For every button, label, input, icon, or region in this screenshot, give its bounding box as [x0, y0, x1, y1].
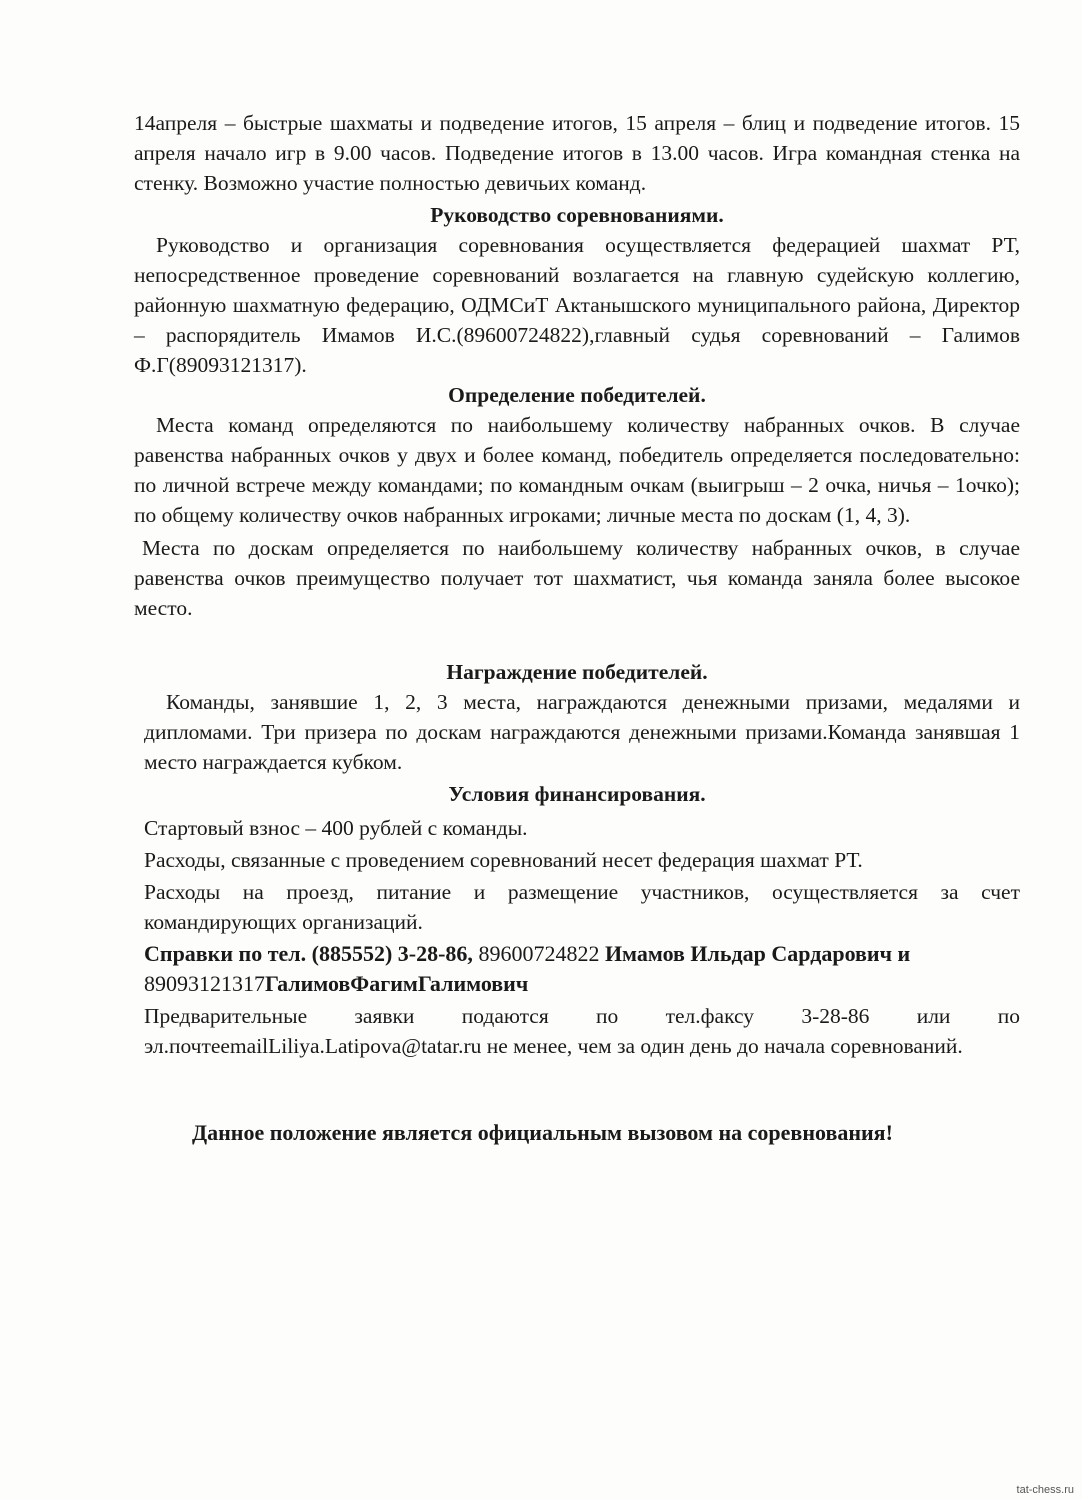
- contacts-name-2: ГалимовФагимГалимович: [265, 971, 529, 996]
- official-call-text: Данное положение является официальным вызовом на соревнования!: [192, 1120, 893, 1145]
- applications-paragraph: Предварительные заявки подаются по тел.факсу 3-28-86 или по эл.почтееmailLiliya.Latipova@tatar.ru не менее, чем за один день до начала соревнований.: [144, 1004, 1020, 1058]
- leadership-paragraph: Руководство и организация соревнования осуществляется федерацией шахмат РТ, непосредственное проведение соревнований возлагается на главную судейскую коллегию, районную шахматную федерацию, ОДМСиТ Актанышского муниципального района, Директор – распорядитель Имамов И.С.(89600724822),главный судья соревнований – Галимов Ф.Г(89093121317).: [134, 233, 1020, 377]
- intro-paragraph: 14апреля – быстрые шахматы и подведение итогов, 15 апреля – блиц и подведение итогов. 15 апреля начало игр в 9.00 часов. Подведение итогов в 13.00 часов. Игра командная стенка на стенку. Возможно участие полностью девичьих команд.: [134, 111, 1020, 195]
- document-body: [134, 108, 1020, 1061]
- contacts-name-1: Имамов Ильдар Сардарович и: [604, 941, 911, 966]
- finance-line-travel: Расходы на проезд, питание и размещение участников, осуществляется за счет командирующих организаций.: [144, 880, 1020, 934]
- finance-section: [134, 813, 1020, 1061]
- leadership-heading: Руководство соревнованиями.: [430, 203, 724, 227]
- awards-heading: Награждение победителей.: [446, 660, 708, 684]
- winners-heading: Определение победителей.: [448, 383, 706, 407]
- awards-paragraph: Команды, занявшие 1, 2, 3 места, награждаются денежными призами, медалями и дипломами. Три призера по доскам награждаются денежными призами.Команда занявшая 1 место награждается кубком.: [144, 690, 1020, 774]
- site-watermark: tat-chess.ru: [1016, 1484, 1074, 1496]
- contacts-phone-2: 89093121317: [144, 971, 265, 996]
- winners-paragraph-1: Места команд определяются по наибольшему количеству набранных очков. В случае равенства набранных очков у двух и более команд, победитель определяется последовательно: по личной встрече между командами; по командным очкам (выигрыш – 2 очка, ничья – 1очко); по общему количеству очков набранных игроками; личные места по доскам (1, 4, 3).: [134, 413, 1020, 527]
- winners-paragraph-2: Места по доскам определяется по наибольшему количеству набранных очков, в случае равенства очков преимущество получает тот шахматист, чья команда заняла более высокое место.: [134, 536, 1020, 620]
- finance-heading: Условия финансирования.: [448, 782, 706, 806]
- finance-line-fee: Стартовый взнос – 400 рублей с команды.: [144, 816, 528, 840]
- contacts-phone-1: 89600724822: [472, 941, 605, 966]
- contacts-phone-label: Справки по тел. (885552) 3-28-86,: [144, 941, 473, 966]
- finance-line-expenses: Расходы, связанные с проведением соревнований несет федерация шахмат РТ.: [144, 848, 863, 872]
- contacts-paragraph: [144, 939, 1020, 999]
